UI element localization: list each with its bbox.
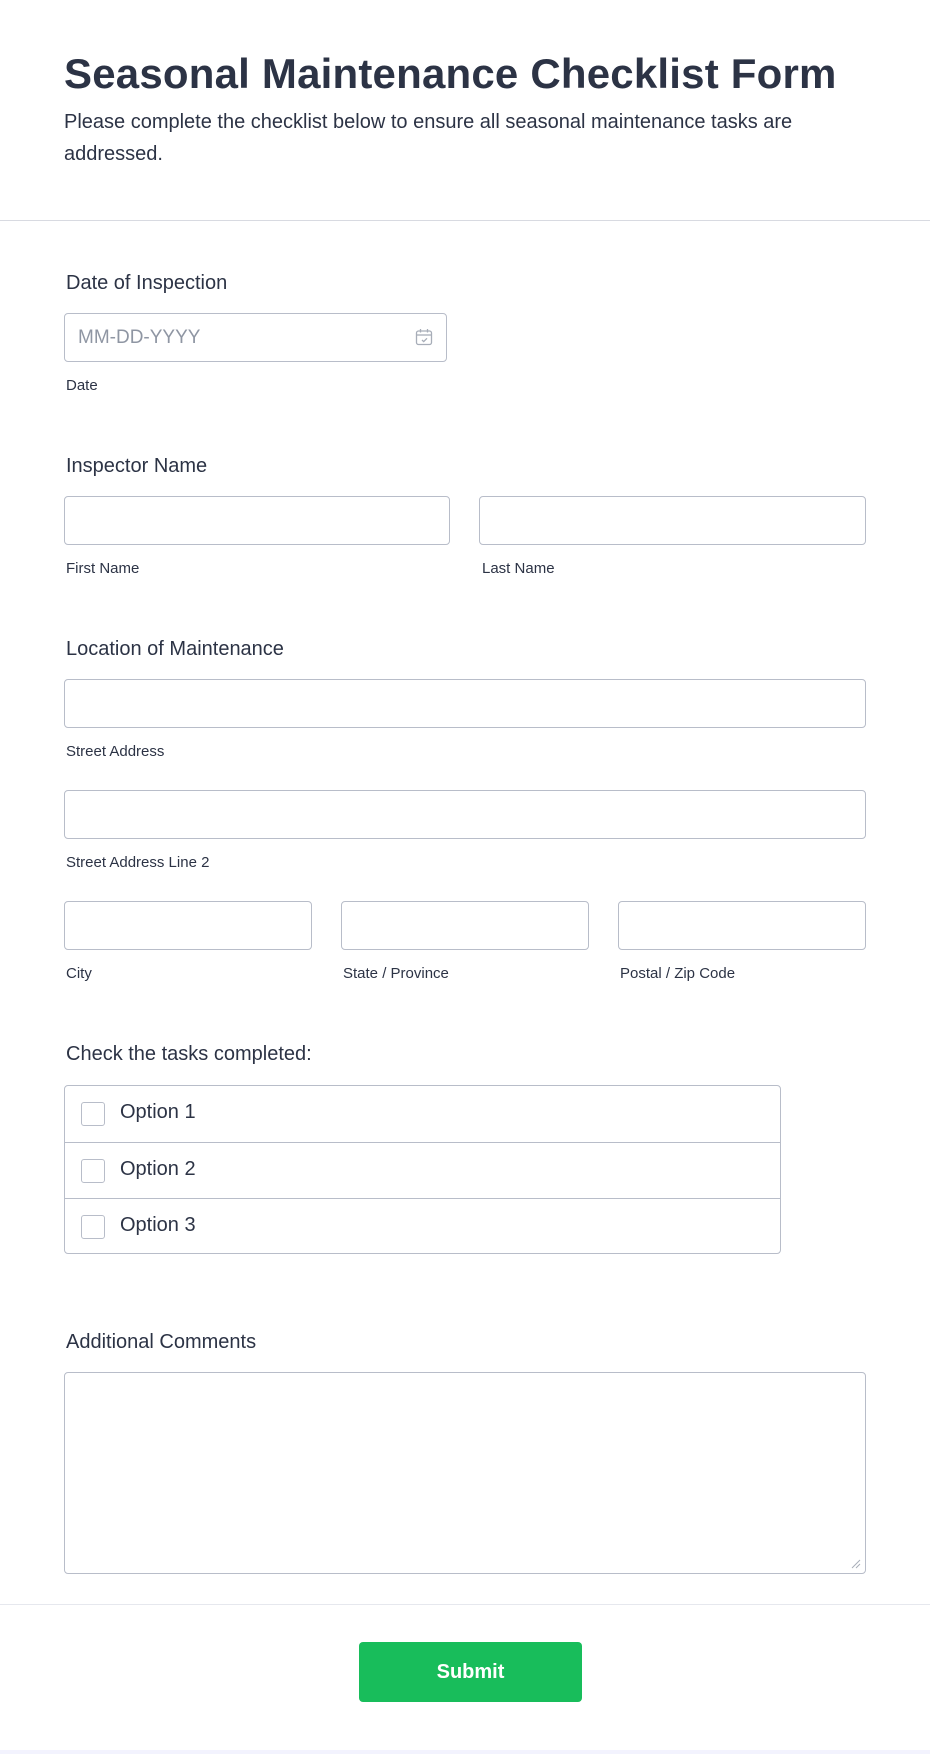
first-name-field[interactable] bbox=[64, 496, 450, 545]
street-address-field[interactable] bbox=[64, 679, 866, 728]
street-address-sublabel: Street Address bbox=[66, 743, 165, 760]
state-province-input[interactable] bbox=[342, 902, 588, 949]
comments-label: Additional Comments bbox=[66, 1331, 257, 1353]
option-label[interactable]: Option 3 bbox=[120, 1214, 196, 1236]
city-input[interactable] bbox=[65, 902, 311, 949]
resize-handle-icon[interactable] bbox=[851, 1559, 861, 1569]
submit-button[interactable]: Submit bbox=[359, 1642, 582, 1702]
checkbox[interactable] bbox=[81, 1102, 105, 1126]
city-sublabel: City bbox=[66, 965, 92, 982]
street-address-line2-field[interactable] bbox=[64, 790, 866, 839]
comments-field[interactable] bbox=[64, 1372, 866, 1574]
footer-divider bbox=[0, 1604, 930, 1605]
state-province-sublabel: State / Province bbox=[343, 965, 449, 982]
street-address-input[interactable] bbox=[65, 680, 865, 727]
street-address-line2-input[interactable] bbox=[65, 791, 865, 838]
form-header bbox=[0, 0, 930, 221]
page-title: Seasonal Maintenance Checklist Form bbox=[64, 50, 837, 97]
state-province-field[interactable] bbox=[341, 901, 589, 950]
postal-zip-input[interactable] bbox=[619, 902, 865, 949]
location-label: Location of Maintenance bbox=[66, 638, 284, 660]
last-name-field[interactable] bbox=[479, 496, 866, 545]
city-field[interactable] bbox=[64, 901, 312, 950]
last-name-sublabel: Last Name bbox=[482, 560, 555, 577]
option-label[interactable]: Option 1 bbox=[120, 1101, 196, 1123]
street-address-line2-sublabel: Street Address Line 2 bbox=[66, 854, 210, 871]
date-field[interactable] bbox=[64, 313, 447, 362]
comments-textarea[interactable] bbox=[65, 1373, 865, 1573]
date-of-inspection-label: Date of Inspection bbox=[66, 272, 228, 294]
tasks-checklist bbox=[64, 1085, 781, 1254]
first-name-sublabel: First Name bbox=[66, 560, 140, 577]
task-option-3[interactable] bbox=[65, 1198, 780, 1254]
calendar-icon[interactable] bbox=[415, 328, 433, 346]
date-input[interactable] bbox=[65, 314, 446, 361]
task-option-2[interactable] bbox=[65, 1142, 780, 1198]
page-subtitle: Please complete the checklist below to ensure all seasonal maintenance tasks are addressed. bbox=[64, 111, 793, 165]
first-name-input[interactable] bbox=[65, 497, 449, 544]
tasks-label: Check the tasks completed: bbox=[66, 1043, 312, 1065]
inspector-name-label: Inspector Name bbox=[66, 455, 208, 477]
task-option-1[interactable] bbox=[65, 1086, 780, 1142]
option-label[interactable]: Option 2 bbox=[120, 1158, 196, 1180]
checkbox[interactable] bbox=[81, 1215, 105, 1239]
date-sublabel: Date bbox=[66, 377, 98, 394]
postal-zip-sublabel: Postal / Zip Code bbox=[620, 965, 736, 982]
last-name-input[interactable] bbox=[480, 497, 865, 544]
checkbox[interactable] bbox=[81, 1159, 105, 1183]
postal-zip-field[interactable] bbox=[618, 901, 866, 950]
